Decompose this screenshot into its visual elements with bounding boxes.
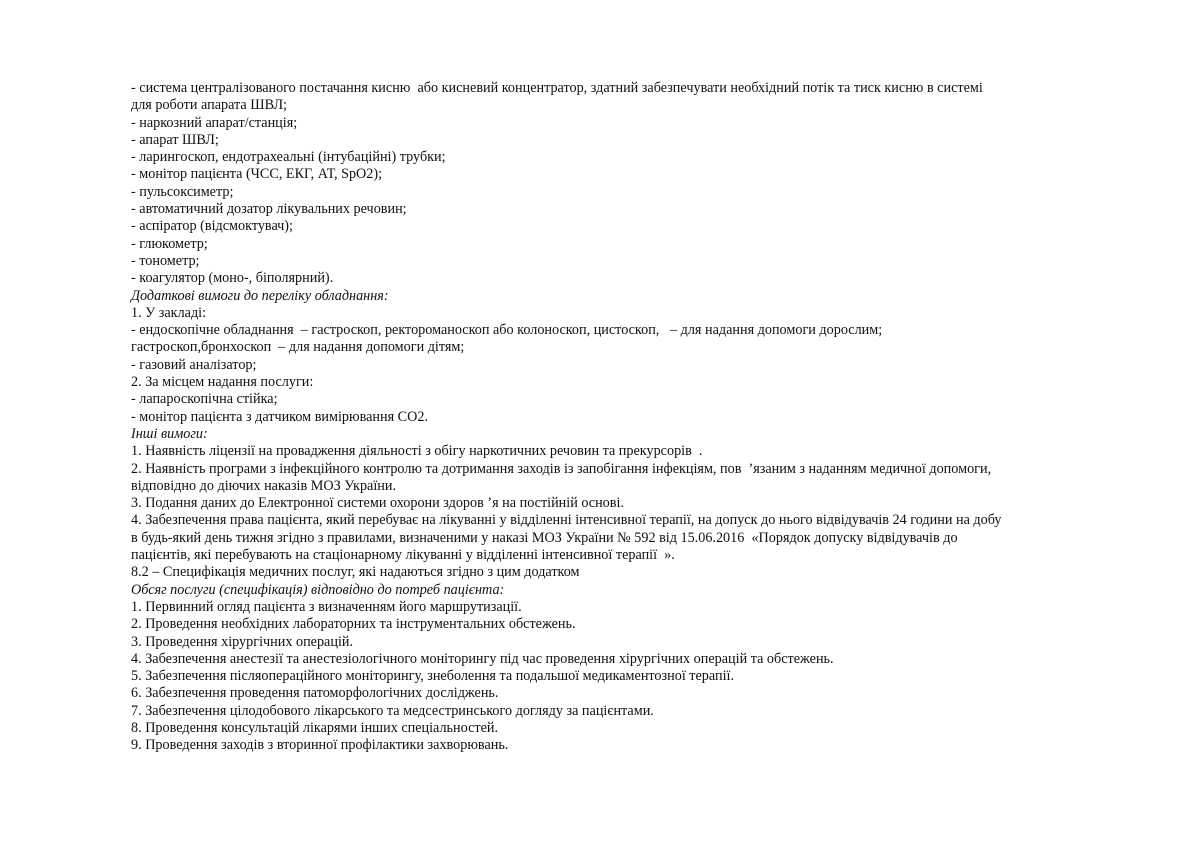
text-line: - автоматичний дозатор лікувальних речовин; — [131, 201, 407, 218]
text-line: - апарат ШВЛ; — [131, 131, 219, 148]
text-line: - лапароскопічна стійка; — [131, 391, 278, 408]
text-line: - система централізованого постачання кисню або кисневий концентратор, здатний забезпечувати необхідний потік та тиск кисню в системі — [131, 80, 983, 96]
text-line: 6. Забезпечення проведення патоморфологічних досліджень. — [131, 685, 499, 702]
text-line: 8. Проведення консультацій лікарями інших спеціальностей. — [131, 719, 499, 736]
text-line: 2. За місцем надання послуги: — [131, 374, 314, 391]
text-line: - пульсоксиметр; — [131, 183, 234, 200]
text-line: - аспіратор (відсмоктувач); — [131, 218, 293, 235]
section-heading: Інші вимоги: — [131, 425, 208, 442]
text-line: 4. Забезпечення права пацієнта, який перебуває на лікуванні у відділенні інтенсивної терапії, на допуск до нього відвідувачів 24 години на добу — [131, 512, 1002, 529]
text-line: 4. Забезпечення анестезії та анестезіологічного моніторингу під час проведення хірургічних операцій та обстежень. — [131, 650, 834, 667]
text-line: 1. Первинний огляд пацієнта з визначенням його маршрутизації. — [131, 598, 522, 615]
text-line: 9. Проведення заходів з вторинної профілактики захворювань. — [131, 737, 509, 754]
text-line: - ендоскопічне обладнання – гастроскоп, ректороманоскоп або колоноскоп, цистоскоп, – для надання допомоги дорослим; — [131, 322, 883, 339]
text-line: 5. Забезпечення післяопераційного моніторингу, знеболення та подальшої медикаментозної терапії. — [131, 668, 735, 685]
text-line: в будь-який день тижня згідно з правилами, визначеними у наказі МОЗ України № 592 від 15.06.2016 «Порядок допуску відвідувачів до — [131, 529, 958, 546]
text-line: пацієнтів, які перебувають на стаціонарному лікуванні у відділенні інтенсивної терапії ». — [131, 547, 675, 564]
text-line: - монітор пацієнта (ЧСС, ЕКГ, АТ, SpO2); — [131, 166, 383, 183]
text-line: гастроскоп,бронхоскоп – для надання допомоги дітям; — [131, 339, 465, 356]
text-line: - газовий аналізатор; — [131, 356, 257, 373]
document-body — [131, 80, 1091, 755]
text-line: 8.2 – Специфікація медичних послуг, які надаються згідно з цим додатком — [131, 564, 580, 581]
text-line: 3. Проведення хірургічних операцій. — [131, 633, 354, 650]
text-line: - монітор пацієнта з датчиком вимірювання СО2. — [131, 408, 429, 425]
text-line: 7. Забезпечення цілодобового лікарського та медсестринського догляду за пацієнтами. — [131, 702, 654, 719]
text-line: 3. Подання даних до Електронної системи охорони здоров ’я на постійній основі. — [131, 495, 624, 512]
text-line: 1. У закладі: — [131, 304, 207, 321]
text-line: - ларингоскоп, ендотрахеальні (інтубаційні) трубки; — [131, 149, 446, 166]
text-line: 2. Проведення необхідних лабораторних та інструментальних обстежень. — [131, 616, 576, 633]
text-line: відповідно до діючих наказів МОЗ України. — [131, 477, 397, 494]
text-line: 2. Наявність програми з інфекційного контролю та дотримання заходів із запобігання інфекціям, пов ’язаним з наданням медичної допомоги, — [131, 460, 992, 477]
text-line: 1. Наявність ліцензії на провадження діяльності з обігу наркотичних речовин та прекурсорів . — [131, 443, 703, 460]
text-line: - коагулятор (моно-, біполярний). — [131, 270, 334, 287]
text-line: - тонометр; — [131, 252, 200, 269]
text-line: для роботи апарата ШВЛ; — [131, 97, 288, 114]
text-line: - глюкометр; — [131, 235, 208, 252]
section-heading: Додаткові вимоги до переліку обладнання: — [131, 287, 389, 304]
section-heading: Обсяг послуги (специфікація) відповідно до потреб пацієнта: — [131, 581, 505, 598]
text-line: - наркозний апарат/станція; — [131, 114, 298, 131]
